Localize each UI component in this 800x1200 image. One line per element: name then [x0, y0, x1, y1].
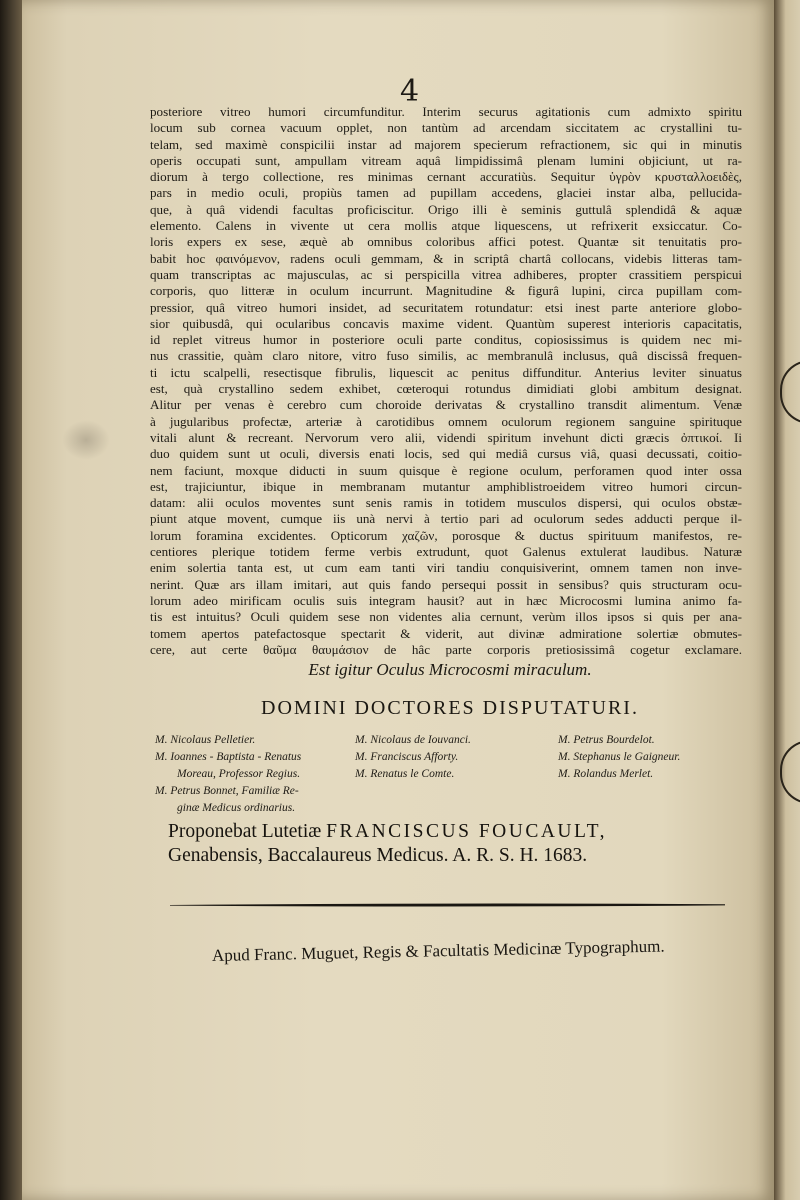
body-text-line: nus crassitie, quàm claro nitore, vitro fuso similis, ac membranulâ inclusus, quâ discissâ frequen- [150, 348, 742, 364]
doctor-name: M. Nicolaus Pelletier. [155, 734, 256, 746]
body-text-line: sior quibusdâ, qui ocularibus concavis maxime vident. Quantùm superest interioris capacitatis, [150, 315, 742, 331]
body-text-line: est, trajiciuntur, ibique in membranam mutantur amphiblistroeidem vitreo humori circun- [150, 478, 742, 494]
author-line-1 [168, 820, 607, 844]
body-text-line: diorum à tergo collectione, res minimas cernant accuratiùs. Sequitur ὑγρὸν κρυσταλλοειδὲς, [150, 169, 742, 185]
body-text-line: enim solertia tanta est, ut cum eam tanti viri tandiu conquisiverint, omnem tamen non inve- [150, 560, 742, 576]
body-text-line: piunt atque movent, cumque iis unà nervi à tertio pari ad oculorum sedes adducti perque il- [150, 511, 742, 527]
adjacent-page-edge [774, 0, 800, 1200]
doctor-name: M. Renatus le Comte. [355, 768, 455, 780]
body-text-line: duo quidem sunt ut oculi, diversis enati locis, sed qui mediâ cursus viâ, quasi decussati, coitio- [150, 446, 742, 462]
adjacent-page-letter-fragment [780, 360, 800, 424]
body-text-line: loris expers ex sese, æquè ab omnibus coloribus affici potest. Quantæ sit tenuitatis pro- [150, 234, 742, 250]
body-text-line: que, à quâ videndi facultas proficiscitur. Origo illi è seminis guttulâ splendidâ & aquæ [150, 201, 742, 217]
doctor-name: M. Stephanus le Gaigneur. [558, 751, 681, 763]
body-text-line: telam, sed maximè conspicilii instar ad majorem specierum refractionem, sic qui in minutis [150, 136, 742, 152]
doctor-name: M. Rolandus Merlet. [558, 768, 654, 780]
author-name: FRANCISCUS FOUCAULT, [326, 821, 607, 842]
body-text-line: corporis, quo litteræ in oculum incurrunt. Magnitudine & figurâ lupini, circa pupillam com- [150, 283, 742, 299]
body-text-line: locum sub cornea vacuum opplet, non tantùm ad arcendam siccitatem ac crystallini tu- [150, 120, 742, 136]
body-text-line: quam transcriptas ac majusculas, ac si perspicilla vitrea adhiberes, propter crassitiem perspicui [150, 266, 742, 282]
doctors-column-3 [558, 732, 680, 783]
doctor-name: M. Ioannes - Baptista - Renatus [155, 751, 302, 763]
body-text-line: pars in medio oculi, propiùs tamen ad pupillam accedens, glaciei instar alba, pellucida- [150, 185, 742, 201]
body-text-line: est, quà crystallino sedem exhibet, cœteroqui rotundus dimidiati globi ambitum designat. [150, 381, 742, 397]
author-line-2: Genabensis, Baccalaureus Medicus. A. R. S. H. 1683. [168, 845, 588, 866]
body-text-line: cere, aut certe θαῦμα θαυμάσιον de hâc parte corporis pretiosissimâ cogetur exclamare. [150, 641, 742, 657]
doctor-name: M. Petrus Bonnet, Familiæ Re- [155, 785, 299, 797]
doctor-name: M. Petrus Bourdelot. [558, 734, 655, 746]
body-text-line: vitali alunt & recreant. Nervorum vero alii, videndi spiritum invehunt dicti græcis ὀπτικοί. Ii [150, 429, 742, 445]
book-binding-edge [0, 0, 22, 1200]
body-text-line: centiores plerique totidem ferme verbis extrudunt, quot Galenus extulerat laudibus. Naturæ [150, 544, 742, 560]
body-text-line: babit hoc φαινόμενον, radens oculi gemmam, & in scriptâ chartâ collocans, videbis litteras tam- [150, 250, 742, 266]
horizontal-rule [170, 903, 725, 907]
body-text-line: lorum adeo mirificam oculis suis integram hausit? aut in hæc Microcosmi lumina animo fa- [150, 592, 742, 608]
body-text-line: Alitur per venas è cerebro cum choroide derivatas & crystallino transdit alimentum. Venæ [150, 397, 742, 413]
doctors-column-1 [155, 732, 301, 817]
body-text-line: operis occupati sunt, ampullam vitream aquâ limpidissimâ plenam lumini objiciunt, ut ra- [150, 152, 742, 168]
paper-stain [62, 420, 110, 460]
doctors-column-2 [355, 732, 471, 783]
body-text-line: datam: alii oculos moventes sunt senis ramis in totidem musculos dispersi, qui oculos obstæ- [150, 495, 742, 511]
motto-line: Est igitur Oculus Microcosmi miraculum. [308, 660, 592, 679]
body-text-line: posteriore vitreo humori circumfunditur. Interim securus agitationis cum admixto spiritu [150, 104, 742, 119]
body-text-line: tis est intuitus? Oculi quidem sese non videntes alia cernunt, verùm illos ipsos si quis per ana- [150, 609, 742, 625]
author-prefix: Proponebat Lutetiæ [168, 821, 322, 842]
author-statement [168, 820, 607, 868]
body-paragraph [150, 104, 742, 658]
adjacent-page-letter-fragment [780, 740, 800, 804]
body-text-line: à jugularibus profectæ, arteriæ à carotidibus omnem oculorum regionem sanguine spirituque [150, 413, 742, 429]
body-text-line: ti ictu scalpelli, resectisque fibrulis, liquescit ac penitus diffunditur. Anterius leviter sinuatus [150, 364, 742, 380]
body-text-line: elemento. Calens in vivente ut cera mollis atque liquescens, ut refrixerit exsiccatur. Co- [150, 218, 742, 234]
body-text-line: tomem apertos patefactosque spectarit & viderit, aut divinæ admiratione solertiæ obmutes- [150, 625, 742, 641]
printer-imprint: Apud Franc. Muguet, Regis & Facultatis Medicinæ Typographum. [211, 936, 665, 965]
doctors-heading: DOMINI DOCTORES DISPUTATURI. [261, 697, 639, 719]
body-text-line: pressior, quâ vitreo humori insidet, ad securitatem rotundatur: etsi inest parte anteriore globo- [150, 299, 742, 315]
body-text-line: lorum foramina excidentes. Opticorum χαζῶν, porosque & ductus spirituum manifestos, re- [150, 527, 742, 543]
doctor-name: M. Franciscus Afforty. [355, 751, 459, 763]
doctor-name-continued: ginæ Medicus ordinarius. [177, 802, 296, 814]
body-text-line: nerint. Quæ ars illam imitari, aut quis fando persequi possit in sensibus? quis structuram ocu- [150, 576, 742, 592]
doctor-name-continued: Moreau, Professor Regius. [177, 768, 301, 780]
body-text-line: id replet vitreus humor in posteriore oculi parte conditus, copiosissimus is quidem nec mi- [150, 332, 742, 348]
body-text-line: nem faciunt, moxque diducti in suum quisque è regione oculum, perforamen quod inter ossa [150, 462, 742, 478]
page-number: 4 [400, 74, 420, 109]
doctor-name: M. Nicolaus de Iouvanci. [355, 734, 471, 746]
